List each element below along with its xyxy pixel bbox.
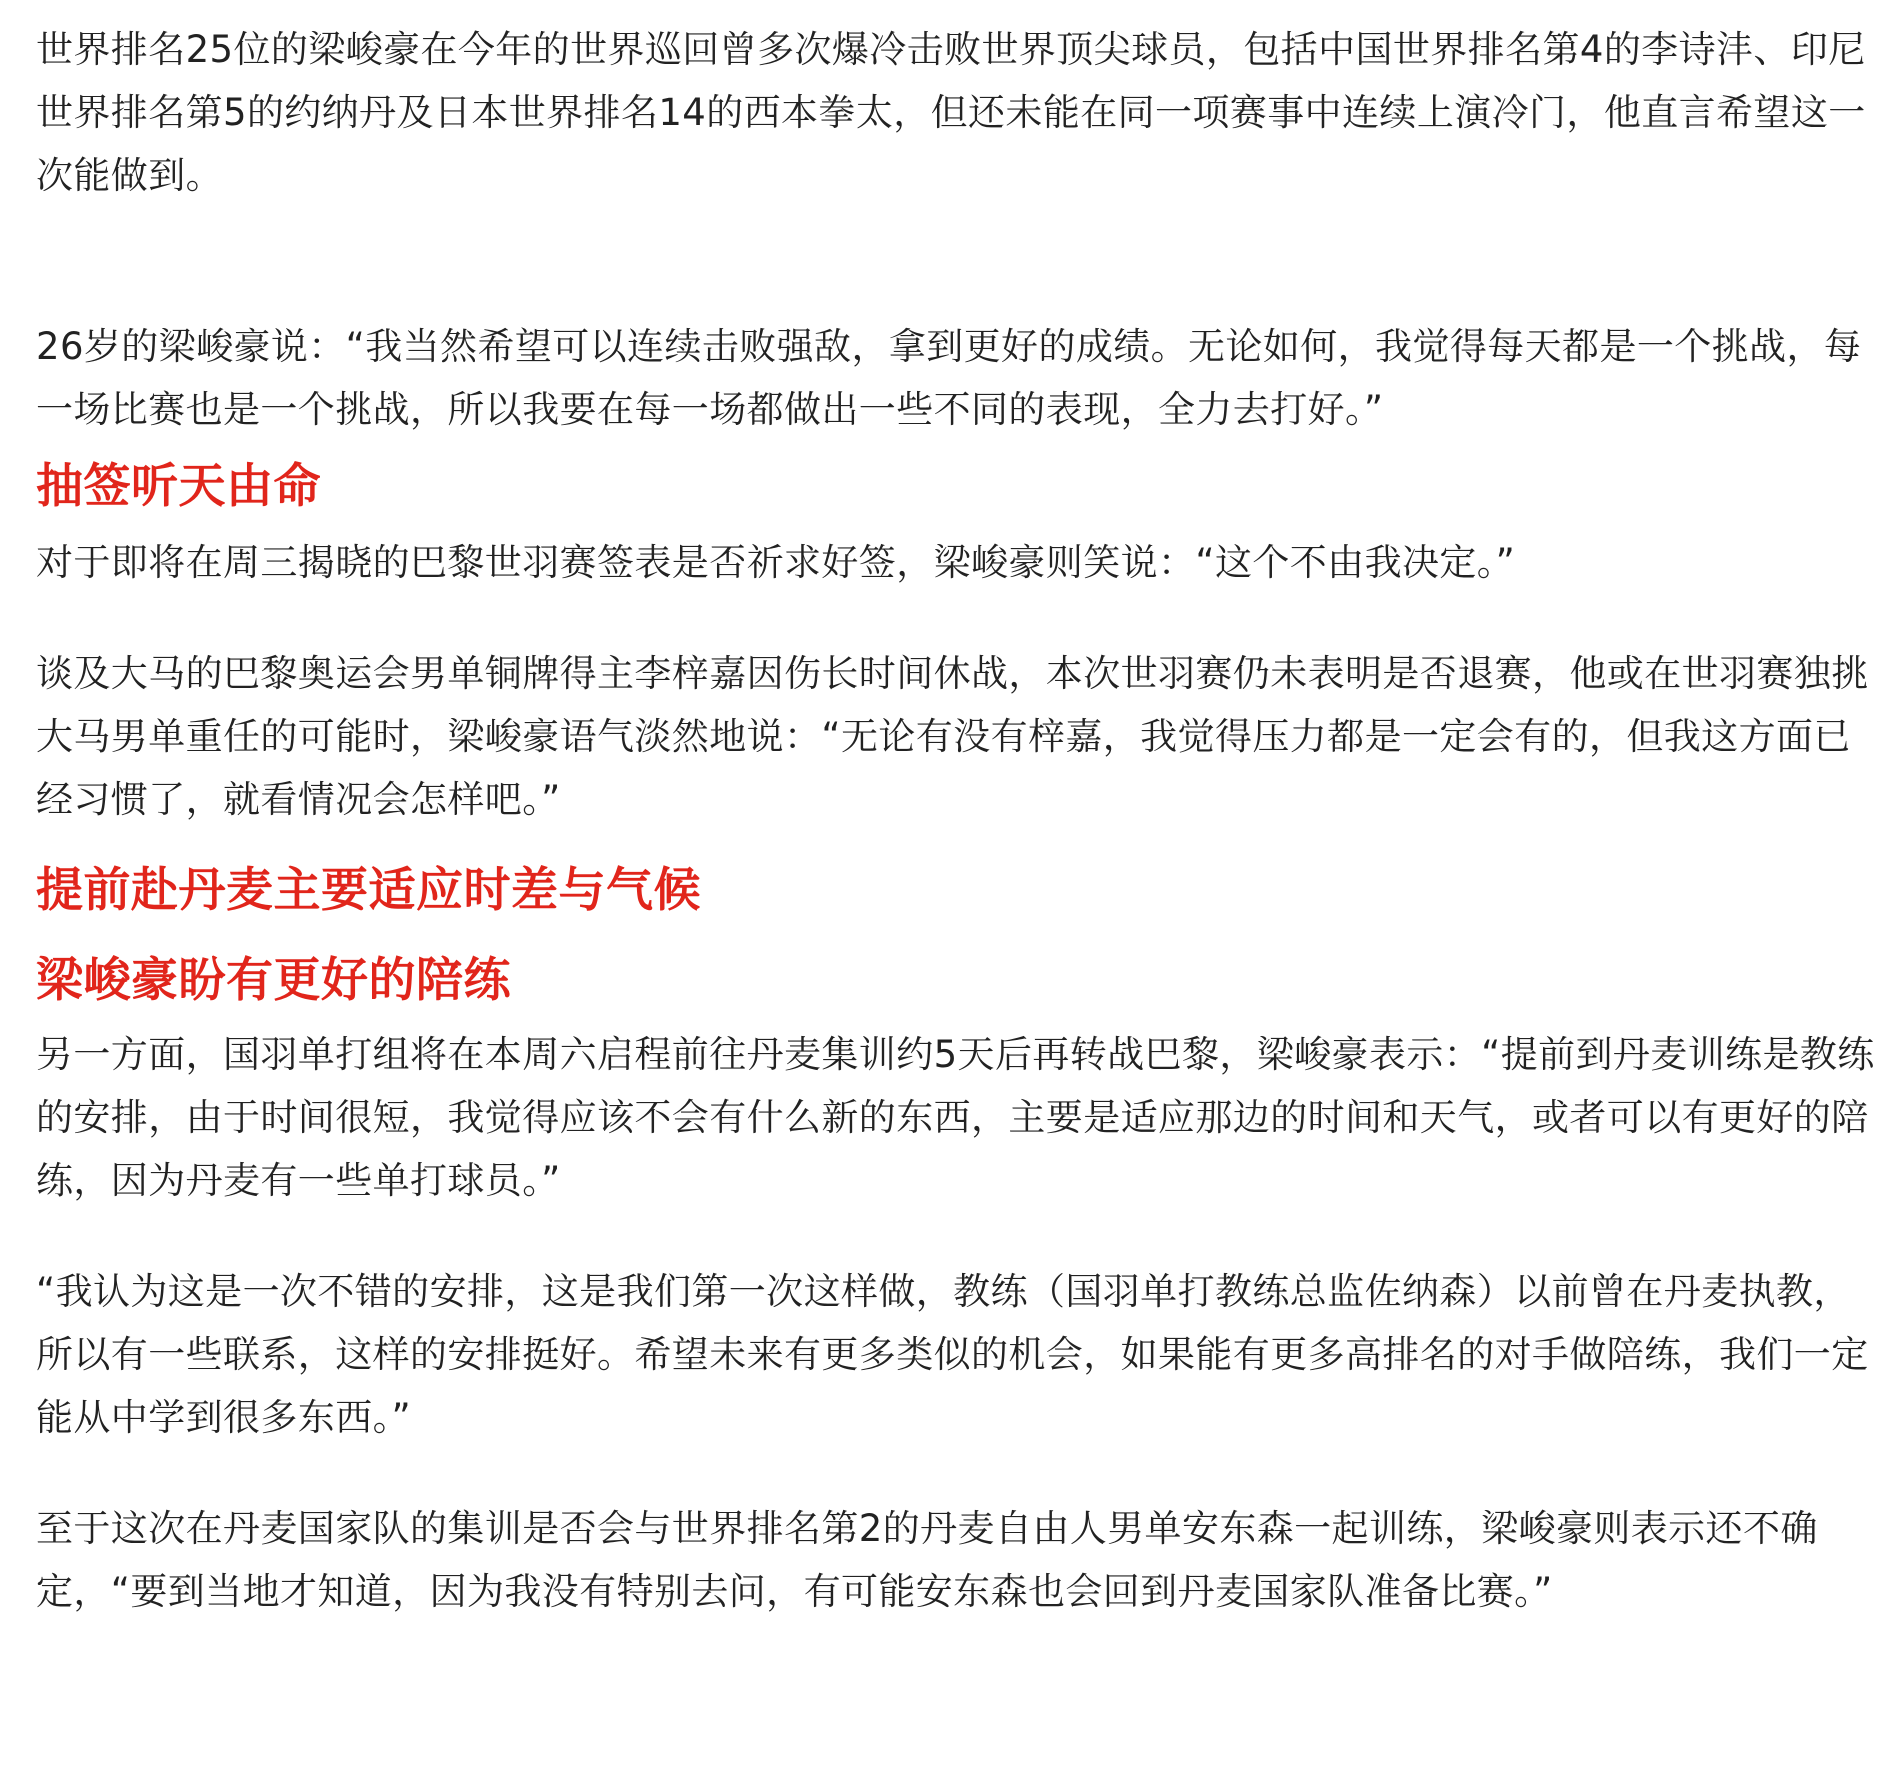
section-subheading-sparring: 梁峻豪盼有更好的陪练 [36,953,511,1008]
paragraph-draw-quote: 对于即将在周三揭晓的巴黎世羽赛签表是否祈求好签，梁峻豪则笑说：“这个不由我决定。” [36,541,1516,584]
section-heading-draw: 抽签听天由命 [36,459,321,514]
paragraph-ranking-upsets: 世界排名25位的梁峻豪在今年的世界巡回曾多次爆冷击败世界顶尖球员，包括中国世界排名第4的李诗沣、印尼世界排名第5的约纳丹及日本世界排名14的西本拳太，但还未能在同一项赛事中连续上演冷门，他直言希望这一次能做到。 [36,28,1866,197]
section-heading-denmark: 提前赴丹麦主要适应时差与气候 [36,863,701,918]
paragraph-pressure-quote: 谈及大马的巴黎奥运会男单铜牌得主李梓嘉因伤长时间休战，本次世羽赛仍未表明是否退赛，他或在世羽赛独挑大马男单重任的可能时，梁峻豪语气淡然地说：“无论有没有梓嘉，我觉得压力都是一定会有的，但我这方面已经习惯了，就看情况会怎样吧。” [36,652,1869,821]
paragraph-player-quote: 26岁的梁峻豪说：“我当然希望可以连续击败强敌，拿到更好的成绩。无论如何，我觉得每天都是一个挑战，每一场比赛也是一个挑战，所以我要在每一场都做出一些不同的表现，全力去打好。” [36,325,1862,431]
paragraph-denmark-training: 另一方面，国羽单打组将在本周六启程前往丹麦集训约5天后再转战巴黎，梁峻豪表示：“提前到丹麦训练是教练的安排，由于时间很短，我觉得应该不会有什么新的东西，主要是适应那边的时间和天气，或者可以有更好的陪练，因为丹麦有一些单打球员。” [36,1033,1875,1202]
paragraph-arrangement-quote: “我认为这是一次不错的安排，这是我们第一次这样做，教练（国羽单打教练总监佐纳森）以前曾在丹麦执教，所以有一些联系，这样的安排挺好。希望未来有更多类似的机会，如果能有更多高排名的对手做陪练，我们一定能从中学到很多东西。” [36,1270,1869,1439]
paragraph-antonsen-training: 至于这次在丹麦国家队的集训是否会与世界排名第2的丹麦自由人男单安东森一起训练，梁峻豪则表示还不确定，“要到当地才知道，因为我没有特别去问，有可能安东森也会回到丹麦国家队准备比赛。” [36,1507,1818,1613]
article-body [36,18,1876,1623]
